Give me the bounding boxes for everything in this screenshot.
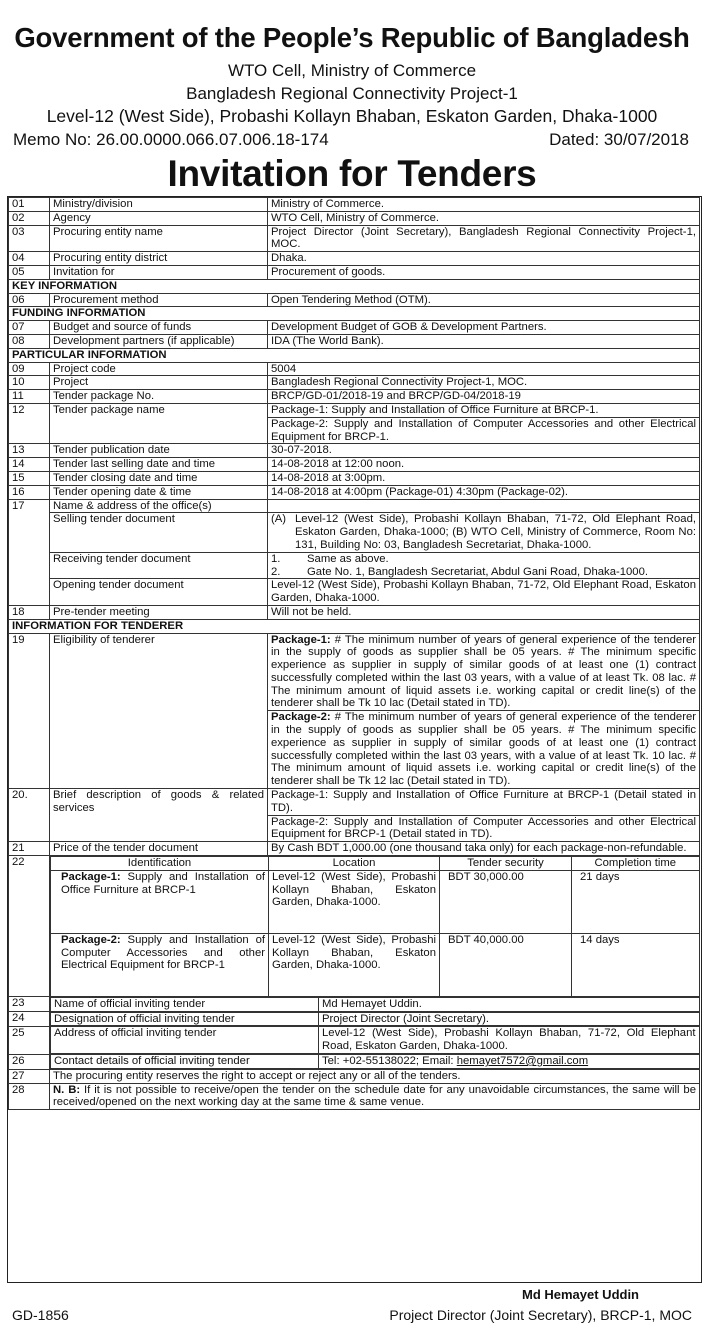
row-number: 07 <box>9 321 50 335</box>
table-row <box>9 265 700 279</box>
row-value: 14-08-2018 at 4:00pm (Package-01) 4:30pm (Package-02). <box>268 485 700 499</box>
row-label: Tender last selling date and time <box>50 458 268 472</box>
package-location: Level-12 (West Side), Probashi Kollayn Bhaban, Eskaton Garden, Dhaka-1000. <box>269 870 440 933</box>
table-row <box>9 513 700 552</box>
package-identification <box>51 933 269 996</box>
row-number: 19 <box>9 633 50 789</box>
official-cell <box>50 1012 700 1027</box>
package-head: Package-1: <box>61 870 121 883</box>
official-cell <box>50 1054 700 1069</box>
government-title: Government of the People’s Republic of Bangladesh <box>14 22 690 53</box>
table-row <box>9 252 700 266</box>
table-row <box>9 458 700 472</box>
section-header <box>9 279 700 293</box>
table-row <box>9 362 700 376</box>
row-value: Will not be held. <box>268 605 700 619</box>
row-label: Development partners (if applicable) <box>50 334 268 348</box>
table-row <box>9 552 700 579</box>
row-label: Ministry/division <box>50 198 268 212</box>
table-row <box>9 444 700 458</box>
row-label: Budget and source of funds <box>50 321 268 335</box>
row-value: Package-1: Supply and Installation of Office Furniture at BRCP-1. <box>268 403 700 417</box>
note-head: N. B: <box>53 1083 81 1096</box>
row-label: Pre-tender meeting <box>50 605 268 619</box>
row-value: Bangladesh Regional Connectivity Project-1, MOC. <box>268 376 700 390</box>
row-number: 02 <box>9 211 50 225</box>
row-value: Package-2: Supply and Installation of Computer Accessories and other Electrical Equipment for BRCP-1. <box>268 417 700 444</box>
row-number: 17 <box>9 499 50 605</box>
row-value: Md Hemayet Uddin. <box>319 997 700 1011</box>
row-label: Procurement method <box>50 293 268 307</box>
package-description: Supply and Installation of Computer Accessories and other Electrical Equipment for BRCP-1 <box>61 933 265 972</box>
address-line: Level-12 (West Side), Probashi Kollayn Bhaban, Eskaton Garden, Dhaka-1000 <box>46 106 658 126</box>
package-row <box>51 933 700 996</box>
package-head: Package-1: <box>271 633 331 646</box>
package-identification <box>51 870 269 933</box>
table-row <box>9 293 700 307</box>
list-text: Gate No. 1, Bangladesh Secretariat, Abdul Gani Road, Dhaka-1000. <box>307 565 649 578</box>
list-text: Level-12 (West Side), Probashi Kollayn Bhaban, 71-72, Old Elephant Road, Eskaton Garden, Dhaka-1000; (B) WTO Cell, Ministry of Commerce, Room No: 131, Building No: 03, Bangladesh Secretariat, Dhaka-1000. <box>295 513 696 551</box>
package-completion: 21 days <box>572 870 700 933</box>
memo-number: Memo No: 26.00.0000.066.07.006.18-174 <box>13 130 329 149</box>
header-completion-time: Completion time <box>572 857 700 871</box>
table-row <box>9 1054 700 1069</box>
memo-date: Dated: 30/07/2018 <box>549 130 689 149</box>
row-number: 12 <box>9 403 50 443</box>
row-label: Tender opening date & time <box>50 485 268 499</box>
list-text: Same as above. <box>307 552 389 565</box>
package-row <box>51 870 700 933</box>
package-table-cell <box>50 856 700 997</box>
table-row <box>9 997 700 1012</box>
document-title: Invitation for Tenders <box>167 153 537 194</box>
row-value: Level-12 (West Side), Probashi Kollayn Bhaban, 71-72, Old Elephant Road, Eskaton Garden, Dhaka-1000. <box>319 1027 700 1054</box>
row-value: WTO Cell, Ministry of Commerce. <box>268 211 700 225</box>
row-value <box>268 513 700 552</box>
row-label: Brief description of goods & related services <box>50 789 268 842</box>
row-label: Selling tender document <box>50 513 268 552</box>
package-completion: 14 days <box>572 933 700 996</box>
section-title: PARTICULAR INFORMATION <box>9 348 700 362</box>
package-security: BDT 30,000.00 <box>440 870 572 933</box>
row-value <box>268 499 700 513</box>
row-label: Project code <box>50 362 268 376</box>
list-marker: (A) <box>271 513 287 526</box>
row-number: 18 <box>9 605 50 619</box>
signatory-name: Md Hemayet Uddin <box>521 1287 639 1302</box>
package-header-row <box>51 857 700 871</box>
list-marker: 2. <box>271 565 281 578</box>
table-row <box>9 334 700 348</box>
row-value: By Cash BDT 1,000.00 (one thousand taka only) for each package-non-refundable. <box>268 842 700 856</box>
ad-code: GD-1856 <box>12 1307 69 1323</box>
row-value: Development Budget of GOB & Development Partners. <box>268 321 700 335</box>
row-label: Procuring entity name <box>50 225 268 252</box>
row-number: 10 <box>9 376 50 390</box>
header-location: Location <box>269 857 440 871</box>
official-cell <box>50 997 700 1012</box>
row-value: Dhaka. <box>268 252 700 266</box>
row-value: 14-08-2018 at 3:00pm. <box>268 471 700 485</box>
table-row <box>9 842 700 856</box>
row-label: Tender publication date <box>50 444 268 458</box>
section-header <box>9 619 700 633</box>
row-label: Tender package name <box>50 403 268 443</box>
row-value <box>319 1055 700 1069</box>
table-row <box>9 1069 700 1083</box>
row-value: IDA (The World Bank). <box>268 334 700 348</box>
table-row <box>9 321 700 335</box>
row-value: Open Tendering Method (OTM). <box>268 293 700 307</box>
row-label: Eligibility of tenderer <box>50 633 268 789</box>
row-label: Designation of official inviting tender <box>51 1012 319 1026</box>
table-row <box>9 376 700 390</box>
table-row <box>9 1083 700 1110</box>
row-label: Agency <box>50 211 268 225</box>
row-label: Name & address of the office(s) <box>50 499 268 513</box>
row-number: 06 <box>9 293 50 307</box>
contact-phone: Tel: +02-55138022; Email: <box>322 1055 457 1068</box>
row-label: Invitation for <box>50 265 268 279</box>
row-value: Package-1: Supply and Installation of Office Furniture at BRCP-1 (Detail stated in TD). <box>268 789 700 816</box>
package-eligibility: # The minimum number of years of general experience of the tenderer in the supply of goods as supplier shall be 05 years. # The minimum specific experience as supplier in supply of similar goods of at least one (1) contract successfully completed within the last 03 years, with a value of at least Tk. 10 lac. # The minimum amount of liquid assets i.e. working capital or credit line(s) of the tenderer shall be Tk 12 lac (Detail stated in TD). <box>271 711 696 788</box>
tender-table <box>8 197 700 1110</box>
row-value: Package-2: Supply and Installation of Computer Accessories and other Electrical Equipment for BRCP-1 (Detail stated in TD). <box>268 815 700 842</box>
section-title: KEY INFORMATION <box>9 279 700 293</box>
row-number: 24 <box>9 1012 50 1027</box>
row-number: 03 <box>9 225 50 252</box>
row-label: Address of official inviting tender <box>51 1027 319 1054</box>
table-row <box>9 403 700 417</box>
table-row <box>9 856 700 997</box>
row-value: The procuring entity reserves the right to accept or reject any or all of the tenders. <box>50 1069 700 1083</box>
office-line: WTO Cell, Ministry of Commerce <box>227 61 477 80</box>
row-value: Project Director (Joint Secretary). <box>319 1012 700 1026</box>
table-row <box>9 605 700 619</box>
row-number: 28 <box>9 1083 50 1110</box>
table-row <box>9 633 700 711</box>
row-value <box>268 552 700 579</box>
row-number: 05 <box>9 265 50 279</box>
row-value: 30-07-2018. <box>268 444 700 458</box>
row-number: 08 <box>9 334 50 348</box>
row-number: 11 <box>9 390 50 404</box>
row-value: Project Director (Joint Secretary), Bangladesh Regional Connectivity Project-1, MOC. <box>268 225 700 252</box>
table-row <box>9 789 700 816</box>
row-value: 5004 <box>268 362 700 376</box>
row-number: 14 <box>9 458 50 472</box>
row-label: Tender package No. <box>50 390 268 404</box>
section-header <box>9 348 700 362</box>
row-number: 09 <box>9 362 50 376</box>
row-number: 22 <box>9 856 50 997</box>
table-row <box>9 579 700 606</box>
email-link[interactable]: hemayet7572@gmail.com <box>456 1055 589 1068</box>
row-number: 27 <box>9 1069 50 1083</box>
package-location: Level-12 (West Side), Probashi Kollayn Bhaban, Eskaton Garden, Dhaka-1000. <box>269 933 440 996</box>
table-row <box>9 471 700 485</box>
header-identification: Identification <box>51 857 269 871</box>
row-label: Receiving tender document <box>50 552 268 579</box>
row-value <box>50 1083 700 1110</box>
table-row <box>9 225 700 252</box>
list-marker: 1. <box>271 552 281 565</box>
table-row <box>9 485 700 499</box>
row-value <box>268 711 700 789</box>
section-header <box>9 307 700 321</box>
section-title: FUNDING INFORMATION <box>9 307 700 321</box>
table-row <box>9 499 700 513</box>
official-cell <box>50 1026 700 1054</box>
row-number: 23 <box>9 997 50 1012</box>
package-security: BDT 40,000.00 <box>440 933 572 996</box>
project-line: Bangladesh Regional Connectivity Project-1 <box>186 84 518 103</box>
row-value: Level-12 (West Side), Probashi Kollayn Bhaban, 71-72, Old Elephant Road, Eskaton Garden, Dhaka-1000. <box>268 579 700 606</box>
package-description: Supply and Installation of Office Furniture at BRCP-1 <box>61 870 265 896</box>
row-value <box>268 633 700 711</box>
row-number: 16 <box>9 485 50 499</box>
section-title: INFORMATION FOR TENDERER <box>9 619 700 633</box>
signatory-designation: Project Director (Joint Secretary), BRCP-1, MOC <box>389 1307 692 1323</box>
row-label: Contact details of official inviting tender <box>51 1055 319 1069</box>
row-number: 13 <box>9 444 50 458</box>
row-number: 25 <box>9 1026 50 1054</box>
row-number: 21 <box>9 842 50 856</box>
row-label: Opening tender document <box>50 579 268 606</box>
note-text: If it is not possible to receive/open the tender on the schedule date for any unavoidable circumstances, the same will be received/opened on the next working day at the same time & same venue. <box>53 1083 696 1109</box>
row-number: 01 <box>9 198 50 212</box>
row-number: 20. <box>9 789 50 842</box>
table-row <box>9 1012 700 1027</box>
package-eligibility: # The minimum number of years of general experience of the tenderer in the supply of goods as supplier shall be 05 years. # The minimum specific experience as supplier in supply of similar goods of at least one (1) contract successfully completed within the last 03 years, with a value of at least Tk. 08 lac. # The minimum amount of liquid assets i.e. working capital or credit line(s) of the tenderer shall be Tk 10 lac (Detail stated in TD). <box>271 633 696 710</box>
row-label: Project <box>50 376 268 390</box>
row-number: 04 <box>9 252 50 266</box>
row-label: Procuring entity district <box>50 252 268 266</box>
package-table <box>50 856 700 997</box>
row-value: Ministry of Commerce. <box>268 198 700 212</box>
row-label: Name of official inviting tender <box>51 997 319 1011</box>
table-row <box>9 1026 700 1054</box>
header-tender-security: Tender security <box>440 857 572 871</box>
table-row <box>9 198 700 212</box>
row-value: 14-08-2018 at 12:00 noon. <box>268 458 700 472</box>
row-number: 26 <box>9 1054 50 1069</box>
row-number: 15 <box>9 471 50 485</box>
table-row <box>9 211 700 225</box>
package-head: Package-2: <box>61 933 121 946</box>
row-value: BRCP/GD-01/2018-19 and BRCP/GD-04/2018-19 <box>268 390 700 404</box>
table-row <box>9 390 700 404</box>
row-label: Tender closing date and time <box>50 471 268 485</box>
row-label: Price of the tender document <box>50 842 268 856</box>
row-value: Procurement of goods. <box>268 265 700 279</box>
package-head: Package-2: <box>271 711 331 724</box>
